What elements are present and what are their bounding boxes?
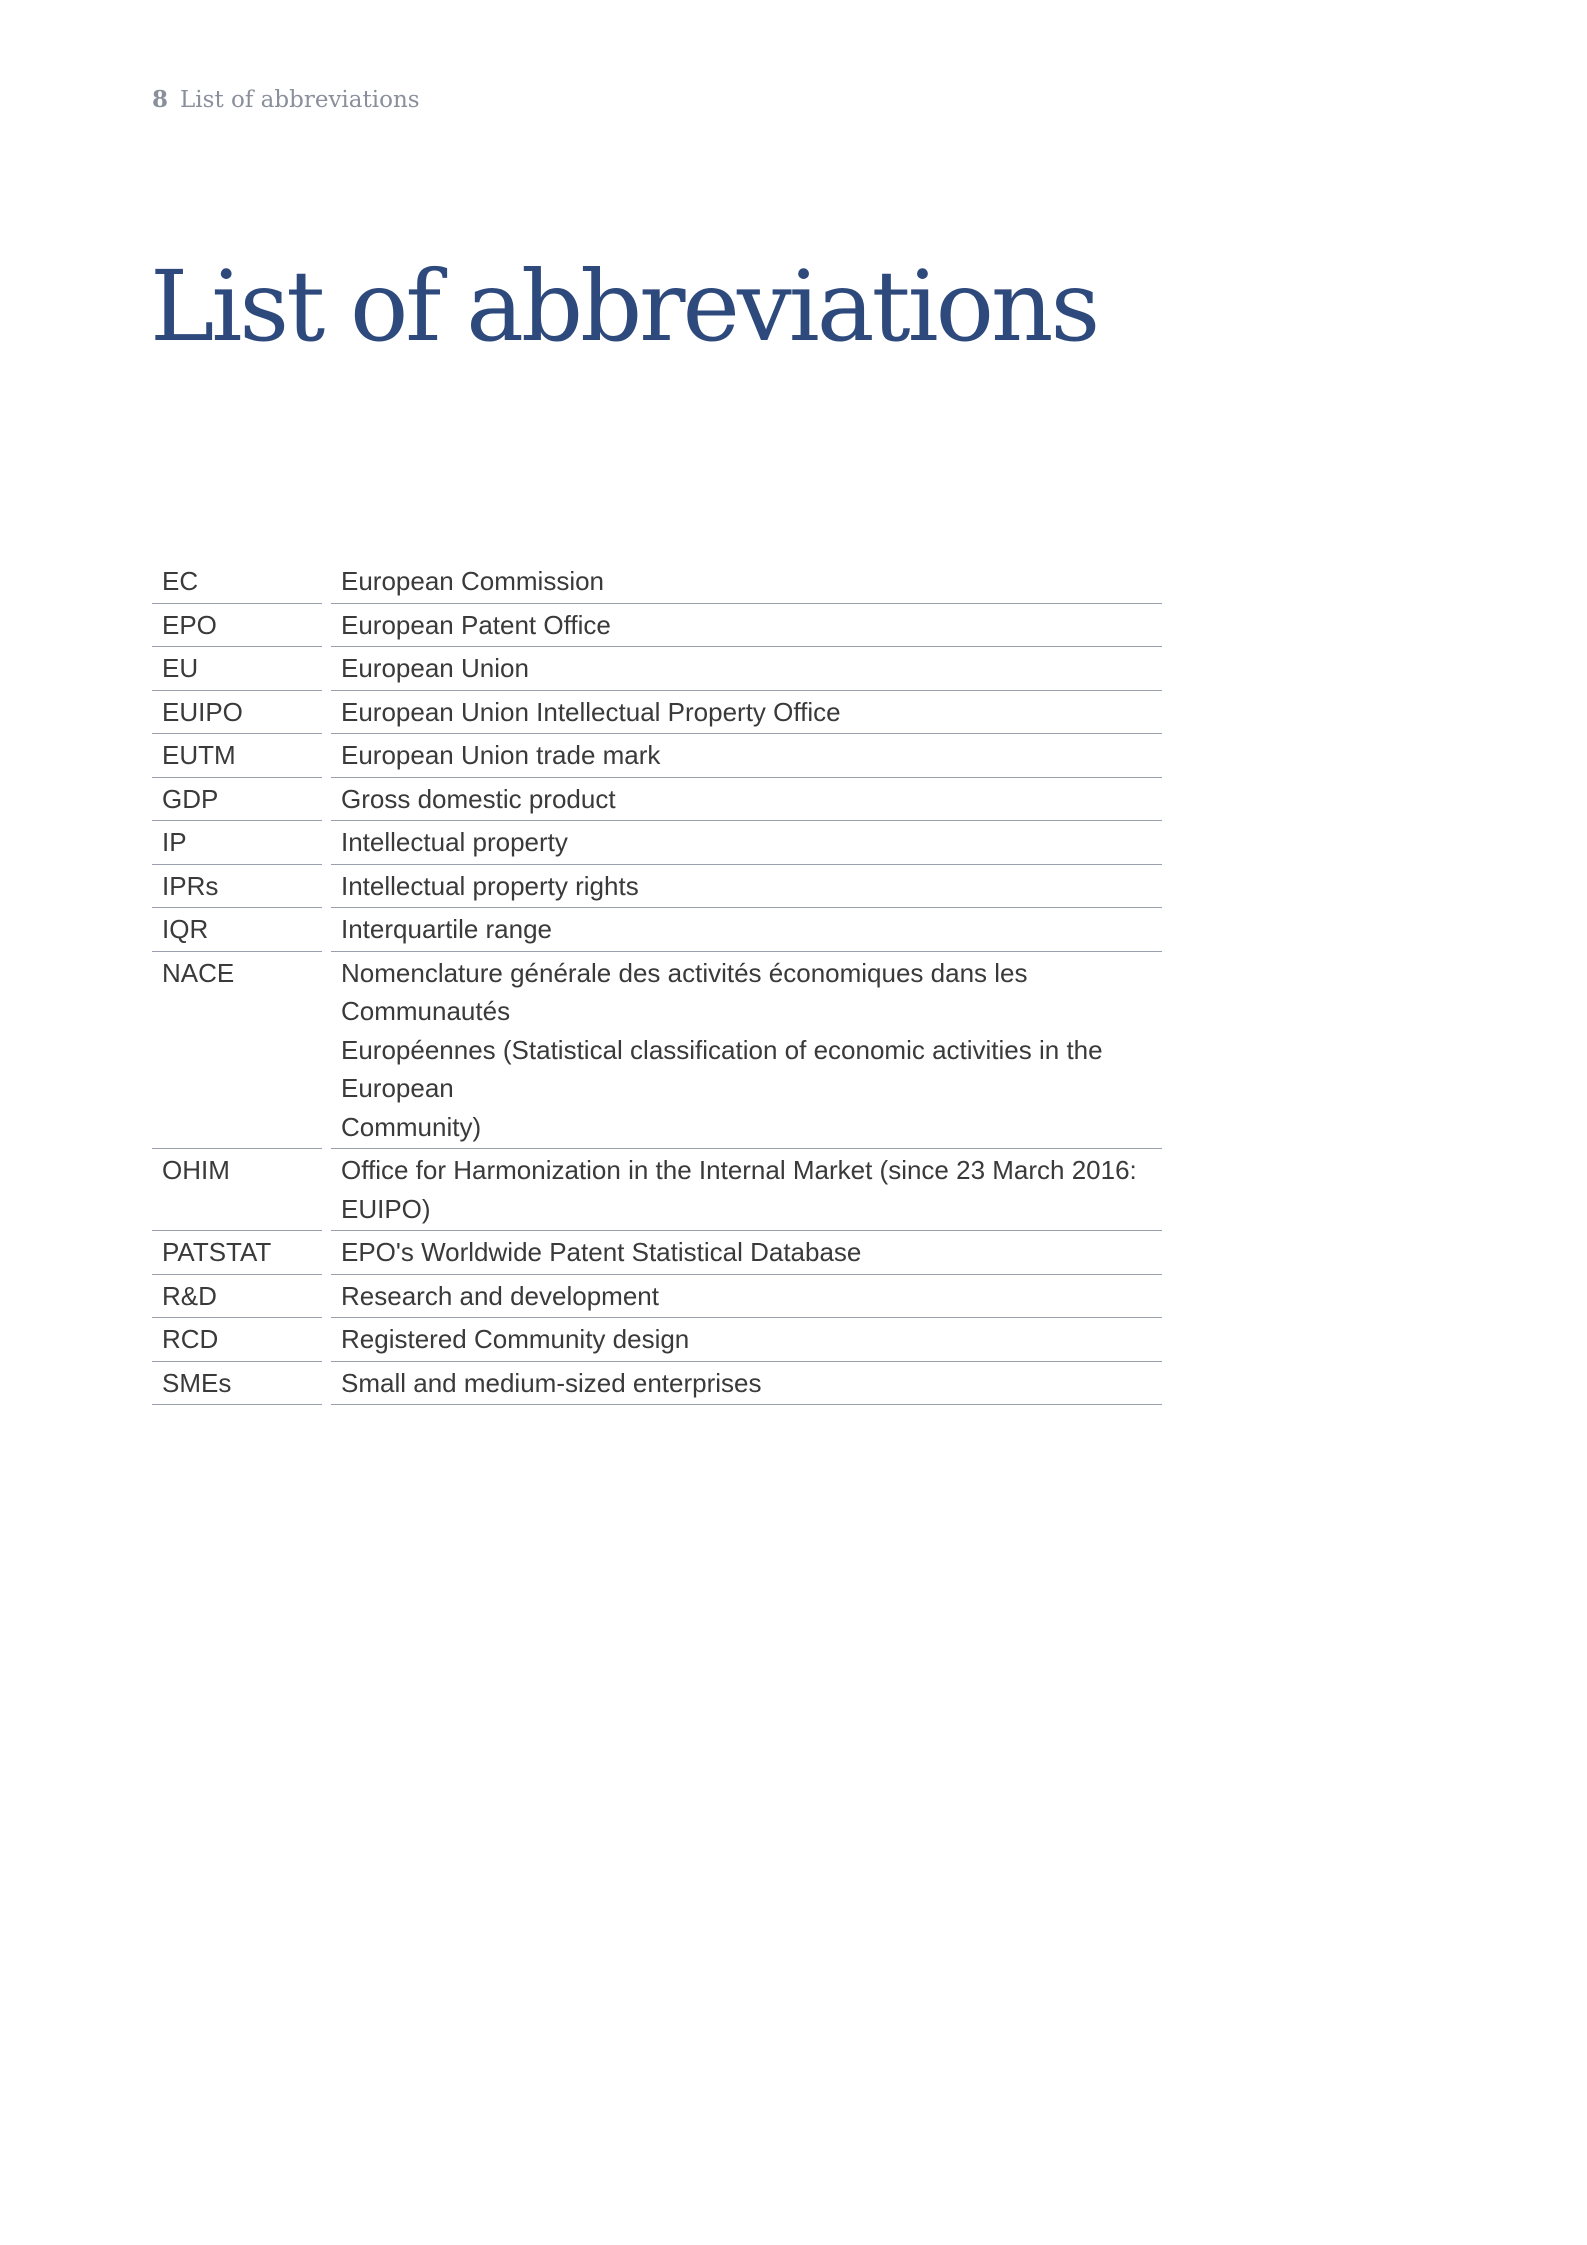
abbreviation-row [152, 691, 1162, 735]
abbreviation-term: NACE [152, 952, 322, 1150]
abbreviation-term: R&D [152, 1275, 322, 1319]
abbreviation-term: EPO [152, 604, 322, 648]
abbreviation-definition: EPO's Worldwide Patent Statistical Database [331, 1231, 1162, 1275]
page-title: List of abbreviations [150, 250, 1098, 363]
abbreviation-row [152, 1275, 1162, 1319]
abbreviation-row [152, 1318, 1162, 1362]
abbreviation-row [152, 865, 1162, 909]
abbreviation-row [152, 1231, 1162, 1275]
abbreviation-term: GDP [152, 778, 322, 822]
abbreviation-term: RCD [152, 1318, 322, 1362]
abbreviation-definition: European Commission [331, 560, 1162, 604]
abbreviation-definition: Intellectual property [331, 821, 1162, 865]
abbreviation-row [152, 604, 1162, 648]
abbreviation-definition: Nomenclature générale des activités économiques dans les Communautés Européennes (Statistical classification of economic activities in the European Community) [331, 952, 1162, 1150]
abbreviation-definition: European Union Intellectual Property Office [331, 691, 1162, 735]
abbreviation-definition: European Union [331, 647, 1162, 691]
page-number: 8 [152, 86, 169, 113]
abbreviation-term: EUTM [152, 734, 322, 778]
abbreviation-row [152, 952, 1162, 1150]
abbreviation-definition: Small and medium-sized enterprises [331, 1362, 1162, 1406]
abbreviation-row [152, 778, 1162, 822]
abbreviation-term: IP [152, 821, 322, 865]
abbreviation-row [152, 734, 1162, 778]
abbreviation-term: PATSTAT [152, 1231, 322, 1275]
abbreviation-definition: European Patent Office [331, 604, 1162, 648]
running-header-title: List of abbreviations [180, 87, 420, 113]
abbreviation-term: IPRs [152, 865, 322, 909]
abbreviation-term: IQR [152, 908, 322, 952]
abbreviation-term: EUIPO [152, 691, 322, 735]
abbreviation-term: SMEs [152, 1362, 322, 1406]
abbreviation-definition: European Union trade mark [331, 734, 1162, 778]
abbreviation-term: EU [152, 647, 322, 691]
abbreviation-term: OHIM [152, 1149, 322, 1231]
abbreviation-definition: Registered Community design [331, 1318, 1162, 1362]
running-header [152, 86, 420, 113]
abbreviation-row [152, 1149, 1162, 1231]
abbreviation-definition: Gross domestic product [331, 778, 1162, 822]
abbreviation-row [152, 647, 1162, 691]
abbreviation-definition: Research and development [331, 1275, 1162, 1319]
abbreviation-term: EC [152, 560, 322, 604]
abbreviation-definition: Interquartile range [331, 908, 1162, 952]
abbreviation-row [152, 908, 1162, 952]
abbreviation-definition: Office for Harmonization in the Internal Market (since 23 March 2016: EUIPO) [331, 1149, 1162, 1231]
abbreviation-row [152, 1362, 1162, 1406]
abbreviation-definition: Intellectual property rights [331, 865, 1162, 909]
abbreviation-row [152, 821, 1162, 865]
abbreviation-row [152, 560, 1162, 604]
abbreviations-table [152, 560, 1162, 1405]
